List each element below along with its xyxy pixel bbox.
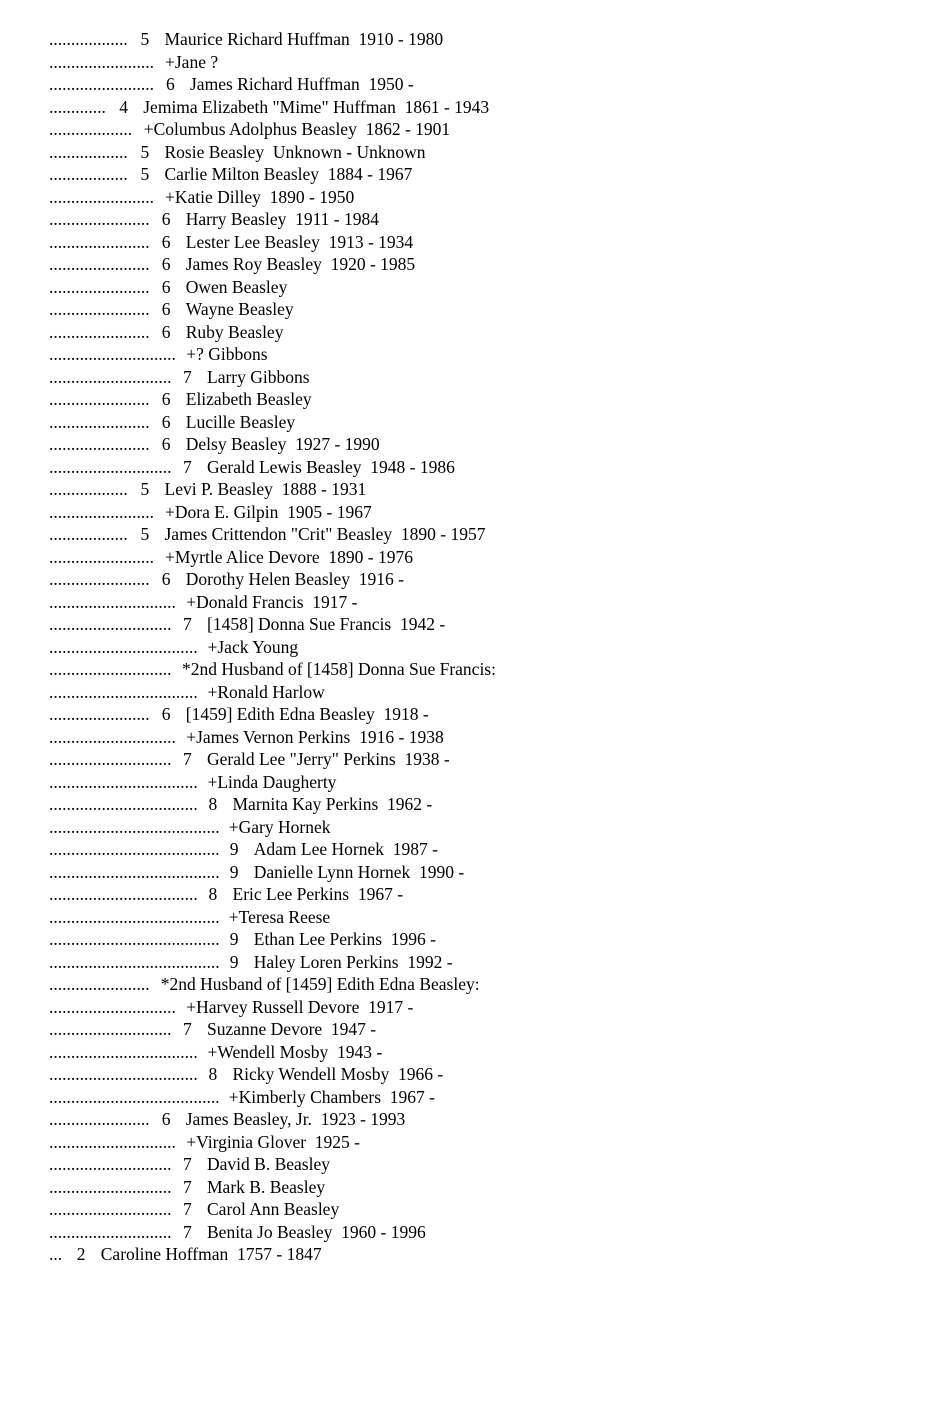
generation-number: 8 [208,884,218,904]
person-entry: Maurice Richard Huffman 1910 - 1980 [164,29,444,49]
generation-number: 6 [161,569,171,589]
generation-number: 6 [161,276,171,297]
leader-dots: ............................ [49,1019,172,1039]
spouse-entry: +Ronald Harlow [207,681,325,702]
person-entry: Wayne Beasley [185,299,294,319]
generation-number: 6 [161,389,171,409]
person-entry: Levi P. Beasley 1888 - 1931 [164,479,367,499]
spouse-entry: +Teresa Reese [228,906,331,927]
leader-dots: ....................... [49,321,150,342]
leader-dots: ............................ [49,456,172,477]
leader-dots: ........................ [49,186,154,207]
generation-number: 9 [229,929,239,949]
leader-dots: ............................ [49,749,172,769]
generation-number: 7 [183,1176,192,1197]
spouse-entry: +Katie Dilley 1890 - 1950 [165,186,355,207]
person-entry: James Beasley, Jr. 1923 - 1993 [185,1109,406,1129]
spouse-entry: +Jack Young [207,636,299,657]
leader-dots: .................................. [49,1064,198,1084]
generation-number: 6 [161,434,171,454]
spouse-entry: +Virginia Glover 1925 - [186,1131,360,1152]
generation-number: 6 [166,74,175,94]
person-entry: Lucille Beasley [185,411,296,432]
leader-dots: ....................... [49,389,150,409]
person-entry: Delsy Beasley 1927 - 1990 [185,434,380,454]
person-entry: Ruby Beasley [185,321,284,342]
spouse-entry: +Linda Daugherty [207,771,337,792]
leader-dots: ....................... [49,231,150,252]
leader-dots: ............................ [49,1199,172,1219]
leader-dots: ....................................... [49,929,220,949]
leader-dots: ....................... [49,974,150,994]
person-entry: Lester Lee Beasley 1913 - 1934 [185,231,414,252]
leader-dots: ............................ [49,366,172,387]
leader-dots: .................................. [49,794,198,814]
generation-number: 5 [140,524,150,544]
generation-number: 8 [208,794,218,814]
generation-number: 4 [119,96,128,117]
person-entry: Dorothy Helen Beasley 1916 - [185,569,404,589]
person-entry: James Roy Beasley 1920 - 1985 [185,254,416,274]
person-entry: Owen Beasley [185,276,288,297]
leader-dots: ....................................... [49,906,220,927]
spouse-entry: +Donald Francis 1917 - [186,591,358,612]
leader-dots: ....................... [49,209,150,229]
leader-dots: ....................... [49,434,150,454]
leader-dots: ....................................... [49,1086,220,1107]
spouse-entry: +Myrtle Alice Devore 1890 - 1976 [165,546,414,567]
leader-dots: ....................... [49,299,150,319]
generation-number: 7 [183,1019,192,1039]
leader-dots: ....................... [49,411,150,432]
person-entry: David B. Beasley [207,1154,330,1174]
leader-dots: .................. [49,141,128,162]
leader-dots: ............. [49,96,106,117]
leader-dots: ............................. [49,1131,176,1152]
leader-dots: ... [49,1244,63,1264]
generation-number: 5 [140,479,150,499]
leader-dots: ............................. [49,996,176,1017]
generation-number: 6 [161,299,171,319]
generation-number: 6 [161,704,171,724]
person-entry: Caroline Hoffman 1757 - 1847 [100,1244,322,1264]
leader-dots: .................. [49,479,128,499]
generation-number: 9 [229,839,239,859]
person-entry: James Crittendon "Crit" Beasley 1890 - 1957 [164,524,486,544]
person-entry: Rosie Beasley Unknown - Unknown [164,141,426,162]
generation-number: 5 [140,164,150,184]
spouse-heading: *2nd Husband of [1458] Donna Sue Francis: [182,659,496,679]
generation-number: 7 [183,749,192,769]
leader-dots: ............................. [49,344,176,364]
leader-dots: ....................... [49,276,150,297]
person-entry: Carlie Milton Beasley 1884 - 1967 [164,164,413,184]
leader-dots: ........................ [49,501,154,522]
spouse-entry: +Harvey Russell Devore 1917 - [186,996,414,1017]
leader-dots: ............................ [49,659,172,679]
spouse-entry: +Jane ? [165,51,219,72]
leader-dots: ............................ [49,614,172,634]
person-entry: Benita Jo Beasley 1960 - 1996 [207,1221,426,1242]
person-entry: Eric Lee Perkins 1967 - [232,884,404,904]
leader-dots: ....................... [49,1109,150,1129]
person-entry: James Richard Huffman 1950 - [190,74,414,94]
person-entry: Carol Ann Beasley [207,1199,340,1219]
leader-dots: ....................................... [49,839,220,859]
person-entry: Ricky Wendell Mosby 1966 - [232,1064,444,1084]
generation-number: 7 [183,1199,192,1219]
generation-number: 7 [183,1154,192,1174]
generation-number: 7 [183,1221,192,1242]
generation-number: 5 [140,141,150,162]
generation-number: 6 [161,254,171,274]
generation-number: 8 [208,1064,218,1084]
leader-dots: ....................... [49,569,150,589]
spouse-entry: +Columbus Adolphus Beasley 1862 - 1901 [143,119,451,139]
leader-dots: .................................. [49,636,198,657]
person-entry: [1459] Edith Edna Beasley 1918 - [185,704,429,724]
person-entry: Marnita Kay Perkins 1962 - [232,794,433,814]
spouse-entry: +Gary Hornek [228,816,331,837]
leader-dots: .................................. [49,884,198,904]
leader-dots: ........................ [49,546,154,567]
generation-number: 6 [161,411,171,432]
leader-dots: ............................. [49,591,176,612]
generation-number: 6 [161,1109,171,1129]
spouse-entry: +? Gibbons [186,344,268,364]
generation-number: 9 [229,861,239,882]
leader-dots: ................... [49,119,133,139]
generation-number: 7 [183,614,192,634]
generation-number: 7 [183,456,192,477]
leader-dots: ....................................... [49,816,220,837]
leader-dots: .................................. [49,771,198,792]
person-entry: Ethan Lee Perkins 1996 - [253,929,436,949]
leader-dots: ....................................... [49,861,220,882]
generation-number: 6 [161,231,171,252]
spouse-heading: *2nd Husband of [1459] Edith Edna Beasley: [160,974,480,994]
person-entry: Suzanne Devore 1947 - [207,1019,377,1039]
person-entry: Elizabeth Beasley [185,389,312,409]
generation-number: 2 [76,1244,86,1264]
generation-number: 5 [140,29,150,49]
leader-dots: ............................ [49,1176,172,1197]
generation-number: 6 [161,321,171,342]
person-entry: Haley Loren Perkins 1992 - [253,951,453,972]
person-entry: Gerald Lee "Jerry" Perkins 1938 - [207,749,450,769]
person-entry: Gerald Lewis Beasley 1948 - 1986 [207,456,455,477]
person-entry: Mark B. Beasley [207,1176,326,1197]
leader-dots: .................................. [49,1041,198,1062]
generation-number: 6 [161,209,171,229]
spouse-entry: +Dora E. Gilpin 1905 - 1967 [165,501,372,522]
generation-number: 9 [229,951,239,972]
generation-number: 7 [183,366,192,387]
leader-dots: ........................ [49,74,154,94]
leader-dots: ....................... [49,254,150,274]
person-entry: Jemima Elizabeth "Mime" Huffman 1861 - 1943 [143,96,490,117]
person-entry: Danielle Lynn Hornek 1990 - [253,861,465,882]
person-entry: Adam Lee Hornek 1987 - [253,839,438,859]
spouse-entry: +Wendell Mosby 1943 - [207,1041,383,1062]
leader-dots: ....................................... [49,951,220,972]
person-entry: Harry Beasley 1911 - 1984 [185,209,380,229]
leader-dots: ........................ [49,51,154,72]
leader-dots: .................. [49,164,128,184]
leader-dots: .................. [49,29,128,49]
leader-dots: ............................ [49,1221,172,1242]
person-entry: Larry Gibbons [207,366,310,387]
leader-dots: ....................... [49,704,150,724]
spouse-entry: +James Vernon Perkins 1916 - 1938 [186,726,444,747]
leader-dots: .................. [49,524,128,544]
person-entry: [1458] Donna Sue Francis 1942 - [207,614,446,634]
spouse-entry: +Kimberly Chambers 1967 - [228,1086,435,1107]
leader-dots: .................................. [49,681,198,702]
leader-dots: ............................ [49,1154,172,1174]
leader-dots: ............................. [49,726,176,747]
